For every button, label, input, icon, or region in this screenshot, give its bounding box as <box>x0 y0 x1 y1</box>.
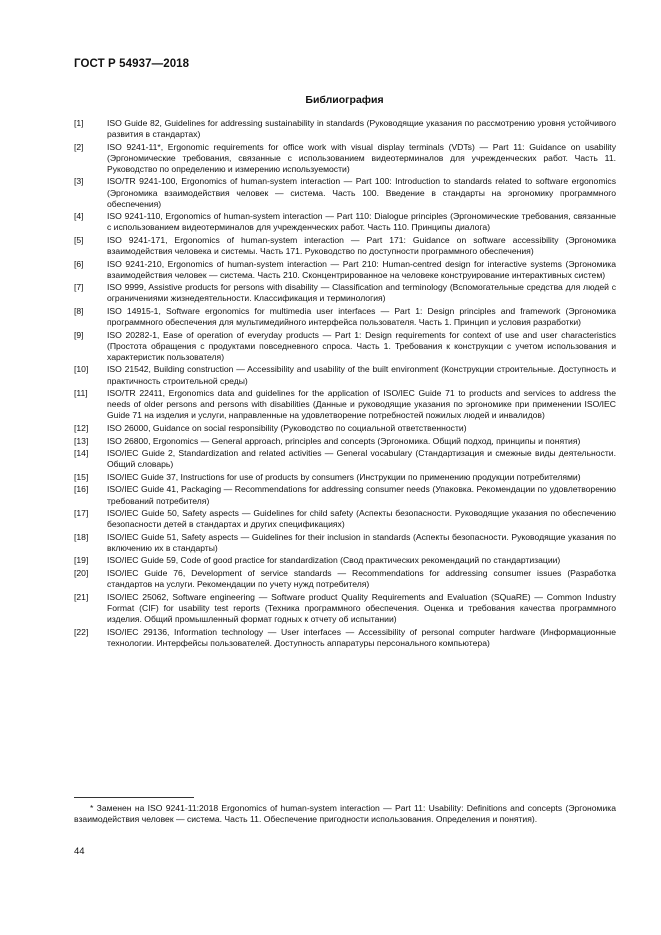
entry-text: ISO/IEC Guide 2, Standardization and related activities — General vocabulary (Стандартизация и смежные виды деятельности. Общий словарь) <box>107 448 616 470</box>
entry-text: ISO 14915-1, Software ergonomics for multimedia user interfaces — Part 1: Design principles and framework (Эргономика программного обеспечения для мультимедийного интерфейса пользователя. Часть 1. Принцип и условия разработки) <box>107 306 616 328</box>
entry-text: ISO 9241-210, Ergonomics of human-system interaction — Part 210: Human-centred design for interactive systems (Эргономика взаимодействия человек — система. Часть 210. Сконцентрированное на человеке конструирование интерактивных систем) <box>107 258 616 280</box>
entry-number: [4] <box>74 211 84 222</box>
entry-text: ISO/TR 9241-100, Ergonomics of human-system interaction — Part 100: Introduction to standards related to software ergonomics (Эргономика взаимодействия человек — система. Часть 100. Введение в стандарты на эргономику программного обеспечения) <box>107 176 616 209</box>
bibliography-entry <box>74 568 616 590</box>
entry-text: ISO 9999, Assistive products for persons with disability — Classification and terminology (Вспомогательные средства для людей с ограничениями жизнедеятельности. Классификация и терминология) <box>107 282 616 304</box>
entry-text: ISO/IEC Guide 51, Safety aspects — Guidelines for their inclusion in standards (Аспекты безопасности. Руководящие указания по включению их в стандарты) <box>107 531 616 553</box>
entry-text: ISO 26800, Ergonomics — General approach, principles and concepts (Эргономика. Общий подход, принципы и понятия) <box>107 435 581 446</box>
entry-text: ISO 9241-11*, Ergonomic requirements for office work with visual display terminals (VDTs) — Part 11: Guidance on usability (Эргономические требования, связанные с использованием видеотерминалов для учрежденческих работ. Часть 11. Руководство по определению и измерению используемости) <box>107 141 616 174</box>
entry-number: [15] <box>74 471 89 482</box>
bibliography-entry <box>74 142 616 175</box>
entry-number: [6] <box>74 258 84 269</box>
entry-number: [11] <box>74 388 88 399</box>
entry-number: [22] <box>74 626 89 637</box>
entry-number: [14] <box>74 448 89 459</box>
entry-text: ISO/IEC Guide 50, Safety aspects — Guidelines for child safety (Аспекты безопасности. Руководящие указания по обеспечению безопасности детей в стандартах и других спецификациях) <box>107 508 616 530</box>
entry-text: ISO 21542, Building construction — Accessibility and usability of the built environment (Конструкции строительные. Доступность и практичность строительной среды) <box>107 364 616 386</box>
bibliography-entry <box>74 176 616 209</box>
bibliography-entry <box>74 592 616 625</box>
entry-number: [3] <box>74 176 84 187</box>
entry-number: [10] <box>74 364 89 375</box>
entry-text: ISO/TR 22411, Ergonomics data and guidelines for the application of ISO/IEC Guide 71 to products and services to address the needs of older persons and persons with disabilities (Данные и руководящие указания по эргономике при применении ISO/IEC Guide 71 на изделия и услуги, направленные на удовлетворение потребностей пожилых людей и инвалидов) <box>107 388 616 421</box>
entry-number: [21] <box>74 591 89 602</box>
document-header: ГОСТ Р 54937—2018 <box>74 58 190 70</box>
entry-number: [20] <box>74 568 89 579</box>
entry-number: [13] <box>74 435 89 446</box>
bibliography-entry <box>74 388 616 421</box>
bibliography-entry <box>74 211 616 233</box>
entry-number: [5] <box>74 234 84 245</box>
bibliography-entry <box>74 555 616 566</box>
bibliography-entry <box>74 282 616 304</box>
entry-number: [17] <box>74 508 89 519</box>
entry-number: [12] <box>74 422 89 433</box>
footnote: * Заменен на ISO 9241-11:2018 Ergonomics of human-system interaction — Part 11: Usability: Definitions and concepts (Эргономика взаимодействия человек — система. Часть 11. Обеспечение пригодности использования. Определения и понятия). <box>74 803 616 825</box>
bibliography-entry <box>74 484 616 506</box>
entry-text: ISO/IEC Guide 59, Code of good practice for standardization (Свод практических рекомендаций по стандартизации) <box>107 555 561 566</box>
entry-number: [1] <box>74 118 84 128</box>
bibliography-entry <box>74 472 616 483</box>
entry-number: [8] <box>74 306 84 316</box>
entry-text: ISO Guide 82, Guidelines for addressing sustainability in standards (Руководящие указания по рассмотрению уровня устойчивого развития в стандартах) <box>107 118 616 140</box>
section-title: Библиография <box>305 94 384 106</box>
bibliography-list <box>74 118 616 650</box>
bibliography-entry <box>74 436 616 447</box>
entry-number: [9] <box>74 329 84 340</box>
entry-text: ISO 26000, Guidance on social responsibility (Руководство по социальной ответственности) <box>107 422 467 433</box>
entry-number: [2] <box>74 141 84 152</box>
bibliography-entry <box>74 118 616 140</box>
entry-number: [16] <box>74 484 89 495</box>
entry-number: [19] <box>74 555 89 566</box>
entry-text: ISO/IEC Guide 41, Packaging — Recommendations for addressing consumer needs (Упаковка. Рекомендации по удовлетворению требований потребителя) <box>107 484 616 506</box>
bibliography-entry <box>74 508 616 530</box>
entry-text: ISO/IEC Guide 37, Instructions for use of products by consumers (Инструкции по применению продукции потребителями) <box>107 471 581 482</box>
entry-text: ISO 20282-1, Ease of operation of everyday products — Part 1: Design requirements for context of use and user characteristics (Простота обращения с продуктами повседневного спроса. Часть 1. Требования к конструкции с учетом использования и характеристик пользователя) <box>107 329 616 362</box>
bibliography-entry <box>74 627 616 649</box>
bibliography-entry <box>74 330 616 363</box>
entry-text: ISO/IEC Guide 76, Development of service standards — Recommendations for addressing consumer issues (Разработка стандартов на услуги. Рекомендации по учету нужд потребителя) <box>107 568 616 590</box>
entry-text: ISO 9241-171, Ergonomics of human-system interaction — Part 171: Guidance on software accessibility (Эргономика взаимодействия человека и системы. Часть 171. Руководство по доступности программного обеспечения) <box>107 234 616 257</box>
entry-number: [18] <box>74 531 89 542</box>
bibliography-entry <box>74 364 616 386</box>
bibliography-entry <box>74 423 616 434</box>
footnote-divider <box>74 797 194 798</box>
page-number: 44 <box>74 846 85 857</box>
entry-number: [7] <box>74 282 84 293</box>
entry-text: ISO 9241-110, Ergonomics of human-system interaction — Part 110: Dialogue principles (Эргономические требования, связанные с использованием видеотерминалов для учрежденческих работ. Часть 110. Принципы диалога) <box>107 211 616 233</box>
bibliography-entry <box>74 235 616 257</box>
entry-text: ISO/IEC 25062, Software engineering — Software product Quality Requirements and Evaluation (SQuaRE) — Common Industry Format (CIF) for usability test reports (Техника программного обеспечения. Оценка и требования качества программного изделия. Общий промышленный формат годных к отчету об испытании) <box>107 591 616 624</box>
bibliography-entry <box>74 532 616 554</box>
entry-text: ISO/IEC 29136, Information technology — User interfaces — Accessibility of personal computer hardware (Информационные технологии. Интерфейсы пользователей. Доступность аппаратуры персонального компьютера) <box>107 626 616 648</box>
bibliography-entry <box>74 259 616 281</box>
bibliography-entry <box>74 448 616 470</box>
bibliography-entry <box>74 306 616 328</box>
